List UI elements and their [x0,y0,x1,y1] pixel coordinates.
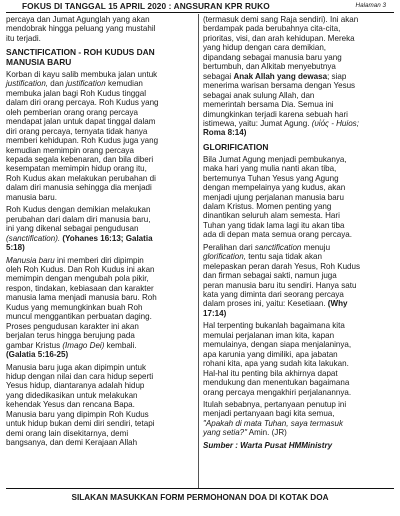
text-line: Manusia baru yang dipimpin Roh Kudus [6,409,149,419]
text-line: berdampak pada berubahnya cita-cita, [203,24,341,34]
text-line: melepaskan peran darah Yesus, Roh Kudus [203,261,361,271]
paragraph-glorification-3 [203,321,394,397]
text-line [203,299,394,308]
text-line: muncul menggantikan perbuatan daging. [6,312,152,322]
text-run: Manusia baru [6,255,55,265]
text-line [6,79,194,88]
text-line: dengan mempelainya yang kudus, akan [203,183,346,193]
text-line [203,119,394,128]
text-run: Amin. (JR) [247,428,287,438]
text-line [203,309,394,318]
text-line: ini yang dikenal sebagai pengudusan [6,224,139,234]
text-line: oleh pemberian orang orang percaya [6,107,138,117]
text-line: manusia lama menjadi manusia baru. Roh [6,293,157,303]
text-run: justification, [6,79,49,89]
text-line: mendukung dan menentukan bagaimana [203,378,350,388]
footer-rule [6,488,394,489]
footer-notice: SILAKAN MASUKKAN FORM PERMOHONAN DOA DI KOTAK DOA [71,493,329,502]
text-line: kesempatan memimpin hidup orang itu, [6,164,147,174]
text-line [203,243,394,252]
text-line: diri orang percaya, ternyata tidak hanya [6,126,148,136]
scripture-reference: (Galatia 5:16-25) [6,350,69,360]
text-run: (Why [327,299,348,309]
page-number: Halaman 3 [355,2,386,9]
text-run: gambar Kristus [6,340,63,350]
text-line: menjadi ujung perjalanan manusia baru [203,192,344,202]
text-line: kehendak Yesus dan rencana Bapa. [6,400,135,410]
text-line: berjalan terus hingga berujung pada [6,331,135,341]
text-line: dalam diri orang percaya. Roh Kudus yang [6,98,159,108]
text-run: Peralihan dari [203,242,255,252]
column-divider [198,14,199,488]
text-line: memberi kehidupan. Roh Kudus juga yang [6,136,159,146]
text-line: bertemunya Tuhan Yesus yang Agung [203,173,339,183]
text-run: Sumber : Warta Pusat HMMinistry [203,440,333,450]
text-line: dimungkinkan terjadi karena sebuah hari [203,109,348,119]
paragraph-sanctification-4 [6,363,194,448]
text-line [203,419,394,428]
text-line: SANCTIFICATION - ROH KUDUS DAN [6,47,155,58]
text-line: yang didedikasikan untuk melakukan [6,390,138,400]
text-line [6,341,194,350]
text-line: memerintah bersama Dia. Semua ini [203,100,334,110]
text-line: Tuhan yang tidak lama lagi itu akan tiba [203,220,345,230]
text-run: sebagai [203,71,234,81]
text-run: ini memberi diri dipimpin [54,255,144,265]
text-line: membuka jalan bagi Roh Kudus tinggal [6,88,147,98]
text-line: orang percaya mengakhiri perjalanannya. [203,387,352,397]
text-line: apa karunia yang dimiliki, apa jabatan [203,349,338,359]
text-line: sebagai anak sulung Allah, dan [203,90,315,100]
text-line: percaya dan Jumat Agunglah yang akan [6,15,150,24]
intro-paragraph [6,15,194,43]
text-line: Bila Jumat Agung menjadi pembukanya, [203,154,347,164]
text-line: kemudian memimpin orang percaya [6,145,134,155]
source-credit [203,441,394,450]
text-run: 5:18) [6,243,25,253]
scripture-reference: 17:14) [203,308,227,318]
text-line: dalam Kristus. Momen penting yang [203,201,332,211]
text-line [203,128,394,137]
page-title: FOKUS DI TANGGAL 15 APRIL 2020 : ANGSURAN KPR RUKO [22,1,270,11]
text-line: Hal-hal itu penting bila akhirnya dapat [203,368,338,378]
text-line [6,350,194,359]
text-line: memimpin dengan mengubah pola pikir, [6,274,149,284]
text-line: dinantikan seluruh alam semesta. Hari [203,211,340,221]
text-line [6,243,194,252]
text-line: MANUSIA BARU [6,57,72,68]
text-line: bangsanya, dan demi Kerajaan Allah [6,438,138,448]
text-run: menuju [301,242,331,252]
text-line: kata yang diminta dari seorang percaya [203,290,344,300]
text-run: dalam proses ini, yaitu: Kesetiaan. [203,299,328,309]
text-line [203,72,394,81]
paragraph-sanctification-3 [6,256,194,360]
header-rule [6,12,394,13]
text-line: manusia baru. [6,192,57,202]
text-line: Yesus hidup, diantaranya adalah hidup [6,381,145,391]
text-line: memulai perjalanan iman kita, kapan [203,330,335,340]
paragraph-glorification-2 [203,243,394,319]
section-heading-sanctification [6,48,194,68]
paragraph-sanctification-1 [6,70,194,202]
text-line: bertumbuh, dan Alkitab menyebutnya [203,62,336,72]
paragraph-sanctification-2 [6,205,194,252]
scripture-reference: Roma 8:14) [203,128,247,138]
text-line: ada di depan mata semua orang percaya. [203,230,352,240]
text-line: Kudus yang memungkinkan buah Roh [6,302,143,312]
text-line: prioritas, visi, dan arah kehidupan. Mereka [203,33,355,43]
text-line: maka hari yang mulia nanti akan tiba, [203,164,337,174]
text-line: kepada segala kebenaran, dan bila diberi [6,155,154,165]
text-line: dan firman sebagai sakti, namun juga [203,271,337,281]
text-line: Roh Kudus akan melakukan perubahan di [6,173,156,183]
text-line: oleh Roh Kudus. Dan Roh Kudus ini akan [6,265,155,275]
text-line: memulainya, dengan siapa menjalaninya, [203,340,352,350]
text-line: rohani kita, apa yang sudah kita lakukan. [203,359,349,369]
paragraph-glorification-4 [203,400,394,438]
paragraph-glorification-1 [203,155,394,240]
text-line: (termasuk demi sang Raja sendiri). Ini akan [203,15,359,24]
text-run: glorification, [203,252,246,262]
text-line: menjadi pertanyaan bagi kita semua, [203,409,335,419]
text-line: demi orang lain disekitarnya, demi [6,428,129,438]
text-run [203,441,332,450]
paragraph-continued [203,15,394,138]
text-run: istimewa, yaitu: Jumat Agung. [203,118,312,128]
text-line: Roh Kudus dengan demikian melakukan [6,205,151,215]
text-line: Hal terpenting bukanlah bagaimana kita [203,321,345,331]
text-line [6,256,194,265]
text-line: itu terjadi. [6,33,41,43]
text-run: (sanctification). [6,233,61,243]
text-run: "Apakah di mata Tuhan, saya termasuk [203,418,344,428]
text-line [6,234,194,243]
text-line: peran manusia baru itu sendiri. Hanya satu [203,280,357,290]
text-run: (Imago Dei) [62,340,105,350]
text-line: dipandang sebagai manusia baru yang [203,52,342,62]
text-line: Proses pengudusan karakter ini akan [6,321,139,331]
text-line: mendobrak hingga peluang yang mustahil [6,24,156,34]
text-line: untuk hidup bukan demi diri sendiri, tetapi [6,419,155,429]
text-line: yang hidup dengan cara demikian, [203,43,327,53]
text-line: Itulah sebabnya, pertanyaan penutup ini [203,400,347,410]
scripture-reference: (Yohanes 16:13; Galatia [60,233,153,243]
text-run: dan [48,79,66,89]
text-line [203,252,394,261]
text-line [203,428,394,437]
text-line: Manusia baru juga akan dipimpin untuk [6,362,147,372]
text-line: hidup dengan nilai dan cara hidup seperti [6,372,154,381]
right-column [203,15,394,453]
text-line: menerima warisan bersama dengan Yesus [203,81,356,91]
text-line: dalam diri manusia sehingga dia menjadi [6,183,152,193]
text-line: perubahan dari dalam diri manusia baru, [6,214,151,224]
text-run: sanctification [254,242,302,252]
text-line: respon, tindakan, kebiasaan dan karakter [6,283,154,293]
text-run: Anak Allah yang dewasa [233,71,328,81]
text-run: justification [65,79,106,89]
text-line: mendapat jalan untuk dapat tinggal dalam [6,117,156,127]
text-run: kemudian [105,79,143,89]
text-run: kembali. [104,340,137,350]
text-line: Korban di kayu salib membuka jalan untuk [6,69,158,79]
section-heading-glorification: GLORIFICATION [203,141,269,152]
text-run: ; siap [327,71,347,81]
text-run: yang setia?" [203,428,248,438]
text-run: (υἱός - Huios; [311,118,359,128]
text-run: tentu saja tidak akan [245,252,323,262]
left-column [6,15,194,451]
